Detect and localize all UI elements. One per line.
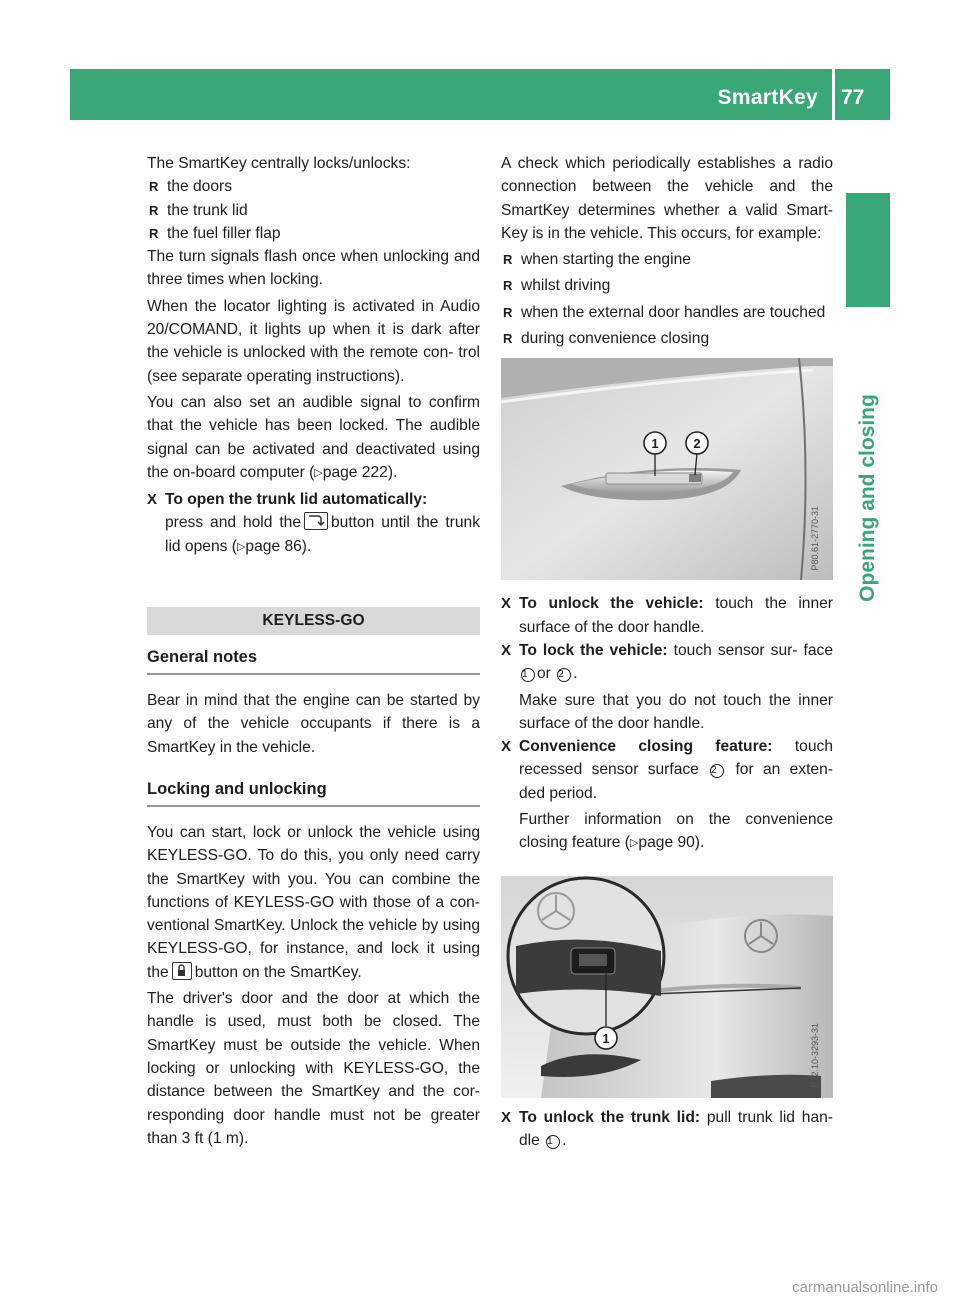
heading-general-notes: General notes: [147, 645, 480, 675]
page-number: 77: [841, 86, 865, 109]
list-item: R the trunk lid: [147, 199, 480, 222]
paragraph-turn-signals: The turn signals flash once when unlocking and three times when locking.: [147, 248, 480, 289]
svg-text:1: 1: [602, 1030, 610, 1046]
convenience-note: Further information on the convenience closing feature (▷page 90).: [519, 811, 833, 852]
step-open-trunk: X To open the trunk lid automatically: press and hold the button until the trunk lid opens (▷page 86).: [147, 488, 480, 559]
marker-1: 1: [521, 668, 535, 682]
heading-locking: Locking and unlocking: [147, 777, 480, 807]
door-handle-figure: [501, 358, 833, 580]
lock-button-icon: [172, 962, 192, 980]
paragraph-check: A check which periodically establishes a radio connection between the vehicle and the SmartKey determines whether a valid Smart- Key is in the vehicle. This occurs, for example:: [501, 155, 833, 242]
step-arrow-icon: X: [501, 641, 512, 659]
list-item: R during convenience closing: [501, 327, 833, 350]
step-arrow-icon: X: [501, 595, 512, 613]
page-ref-icon: ▷: [236, 540, 246, 553]
step-lock-vehicle: X To lock the vehicle: touch sensor sur- face 1 or 2 .: [501, 639, 833, 686]
page-ref-link[interactable]: page 90: [638, 834, 695, 852]
list-item: R when the external door handles are touched: [501, 301, 833, 324]
step-arrow-icon: X: [501, 1108, 512, 1126]
chapter-label: Opening and closing: [856, 393, 879, 602]
paragraph-audible: You can also set an audible signal to confirm that the vehicle has been locked. The audible signal can be activated and deactivated using the on-board computer (▷page 222).: [147, 393, 480, 481]
lock-note: Make sure that you do not touch the inner surface of the door handle.: [519, 691, 833, 732]
paragraph-driver-door: The driver's door and the door at which the handle is used, must both be closed. The SmartKey must be outside the vehicle. When locking or unlocking with KEYLESS-GO, the distance between the SmartKey and the cor- responding door handle must not be greater than 3 ft (1 m).: [147, 990, 480, 1147]
step-arrow-icon: X: [501, 738, 512, 756]
step-convenience-closing: X Convenience closing feature: touch recessed sensor surface 2 for an exten- ded period.: [501, 735, 833, 805]
chapter-tab: [846, 193, 890, 307]
header-divider: [832, 69, 835, 120]
figure-code: P72.10-3293-31: [809, 1023, 820, 1088]
paragraph-locator: When the locator lighting is activated in Audio 20/COMAND, it lights up when it is dark after the vehicle is unlocked with the remote con- trol (see separate operating instructions).: [147, 297, 480, 385]
step-arrow-icon: X: [147, 491, 158, 509]
figure-code: P80.61-2770-31: [809, 505, 820, 571]
page-ref-link[interactable]: page 86: [245, 537, 302, 555]
list-item: R the fuel filler flap: [147, 222, 480, 245]
svg-text:1: 1: [651, 436, 659, 452]
svg-text:2: 2: [693, 436, 701, 452]
right-column: [501, 152, 833, 1152]
page-ref-icon: ▷: [629, 837, 639, 850]
list-item: R whilst driving: [501, 274, 833, 297]
trunk-button-icon: [304, 512, 328, 530]
trunk-handle-figure: [501, 876, 833, 1098]
step-unlock-vehicle: X To unlock the vehicle: touch the inner surface of the door handle.: [501, 592, 833, 639]
page-ref-link[interactable]: page 222: [322, 463, 388, 481]
left-column: [147, 152, 480, 1150]
paragraph-general-notes: Bear in mind that the engine can be started by any of the vehicle occupants if there is a SmartKey in the vehicle.: [147, 692, 480, 756]
section-title: SmartKey: [717, 86, 818, 109]
door-handle-illustration: [501, 358, 833, 580]
marker-2: 2: [557, 668, 571, 682]
list-item: R the doors: [147, 175, 480, 198]
step-unlock-trunk: X To unlock the trunk lid: pull trunk lid han- dle 1 .: [501, 1106, 833, 1153]
intro-text: The SmartKey centrally locks/unlocks:: [147, 155, 411, 172]
marker-2: 2: [710, 764, 724, 778]
list-item: R when starting the engine: [501, 248, 833, 271]
trunk-lid-illustration: [501, 876, 833, 1098]
watermark: carmanualsonline.info: [792, 1279, 938, 1296]
section-header: KEYLESS-GO: [147, 607, 480, 635]
paragraph-locking: You can start, lock or unlock the vehicle using KEYLESS-GO. To do this, you only need carry the SmartKey with you. You can combine the functions of KEYLESS-GO with those of a con- ventional SmartKey. Unlock the vehicle by using KEYLESS-GO, for instance, and lock it using the button on the SmartKey.: [147, 823, 480, 981]
marker-1: 1: [546, 1135, 560, 1149]
page-ref-icon: ▷: [314, 466, 323, 479]
